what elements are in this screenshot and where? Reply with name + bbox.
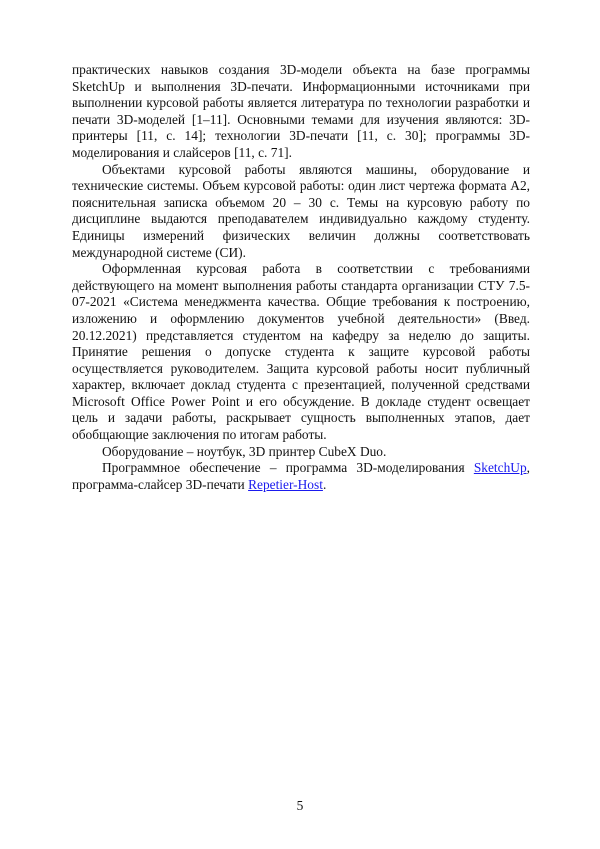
paragraph-intro-continuation: практических навыков создания 3D-модели объекта на базе программы SketchUp и выполнения 3D-печати. Информационными источниками при выполнении курсовой работы является литература по технологии разработки и печати 3D-моделей [1–11]. Основными темами для изучения являются: 3D-принтеры [11, с. 14]; технологии 3D-печати [11, с. 30]; программы 3D-моделирования и слайсеров [11, с. 71]. bbox=[72, 62, 530, 160]
link-repetier-host[interactable]: Repetier-Host bbox=[248, 476, 323, 492]
document-body bbox=[72, 62, 530, 493]
software-prefix: Программное обеспечение – программа 3D-моделирования bbox=[102, 460, 474, 476]
page-number: 5 bbox=[296, 798, 304, 813]
software-suffix: . bbox=[322, 476, 327, 492]
paragraph-defense: Оформленная курсовая работа в соответствии с требованиями действующего на момент выполнения работы стандарта организации СТУ 7.5-07-2021 «Система менеджмента качества. Общие требования к построению, изложению и оформлению документов учебной деятельности» (Введ. 20.12.2021) представляется студентом на кафедру за неделю до защиты. Принятие решения о допуске студента к защите курсовой работы осуществляется руководителем. Защита курсовой работы носит публичный характер, включает доклад студента с презентацией, полученной средствами Microsoft Office Power Point и его обсуждение. В докладе студент освещает цель и задачи работы, раскрывает сущность выполненных этапов, дает обобщающие заключения по итогам работы. bbox=[72, 261, 530, 443]
link-sketchup[interactable]: SketchUp bbox=[473, 460, 527, 476]
paragraph-equipment: Оборудование – ноутбук, 3D принтер CubeX Duo. bbox=[102, 443, 387, 459]
paragraph-software bbox=[72, 460, 530, 493]
paragraph-objects: Объектами курсовой работы являются машины, оборудование и технические системы. Объем курсовой работы: один лист чертежа формата А2, пояснительная записка объемом 20 – 30 с. Темы на курсовую работу по дисциплине выдаются преподавателем индивидуально каждому студенту. Единицы измерений физических величин должны соответствовать международной системе (СИ). bbox=[72, 161, 530, 260]
software-middle: , программа-слайсер 3D-печати bbox=[72, 460, 530, 492]
